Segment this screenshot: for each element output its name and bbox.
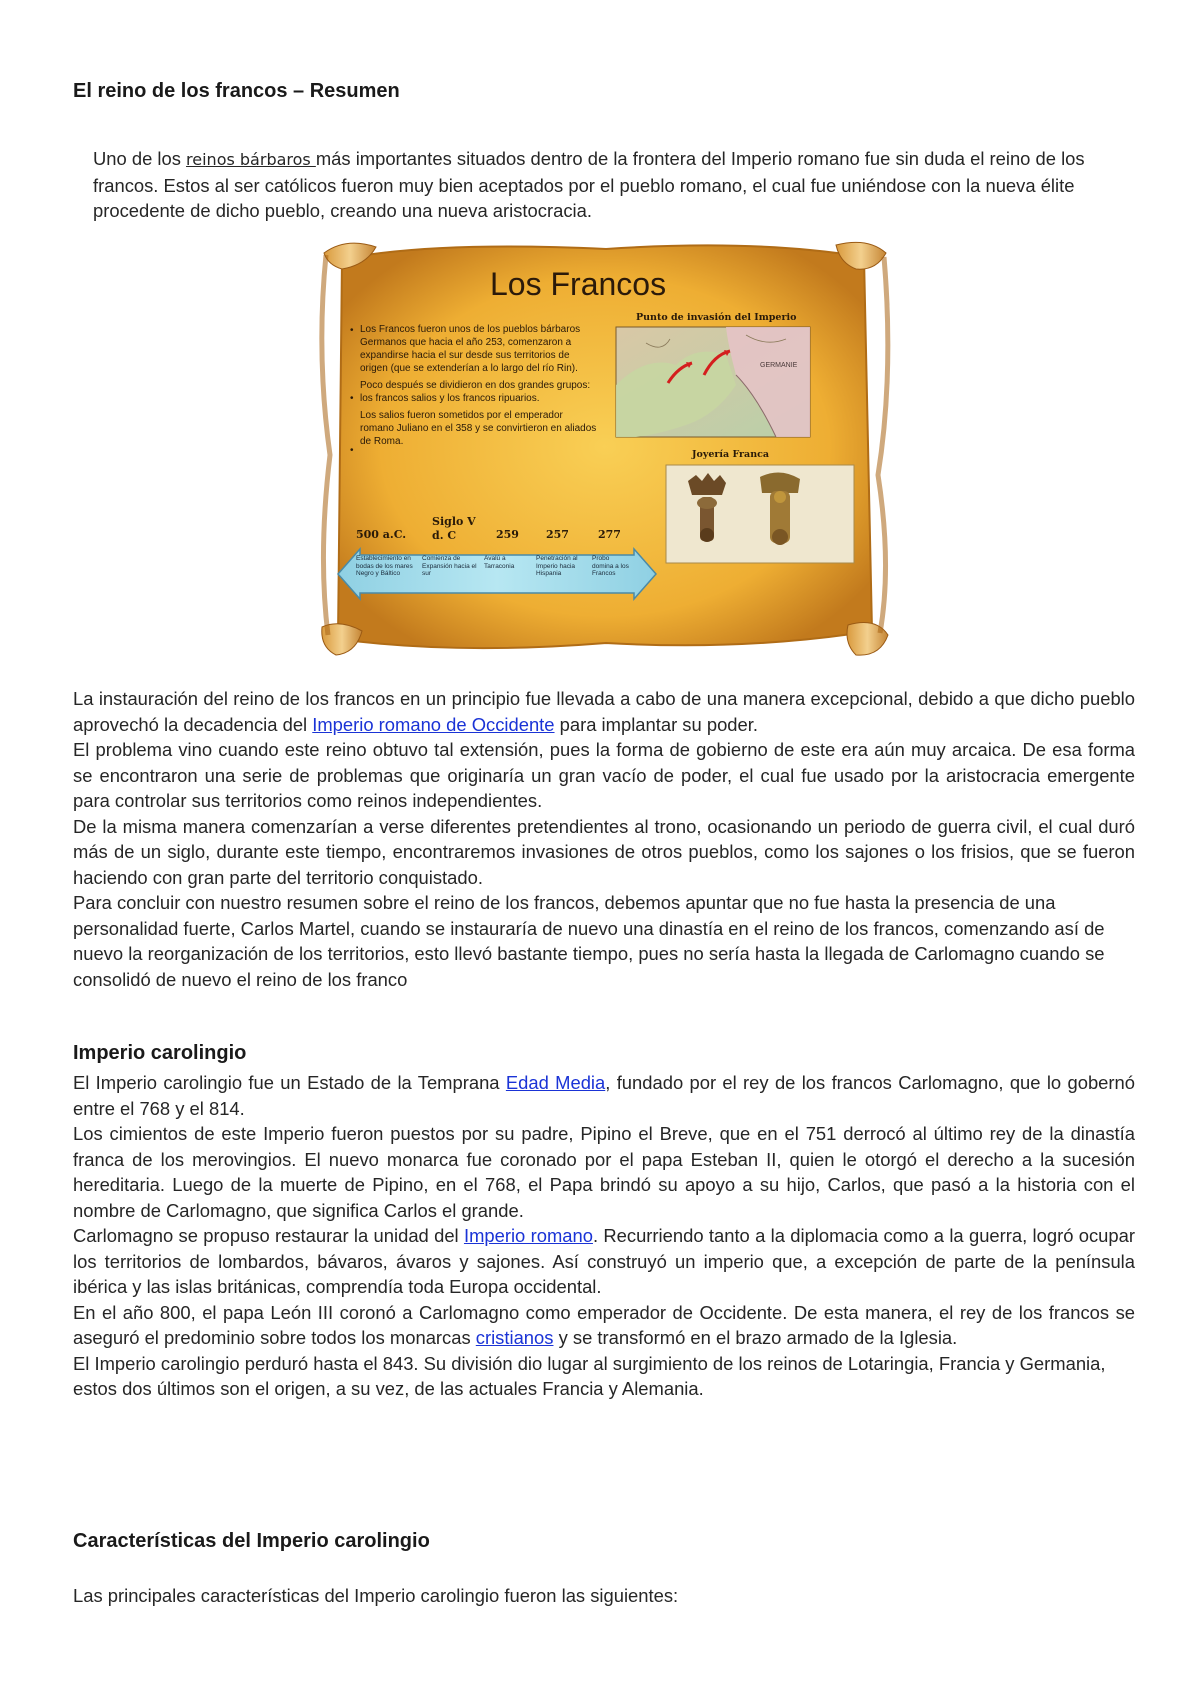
jewel-caption: Joyería Franca xyxy=(692,449,770,460)
figure-bullet-1: Los Francos fueron unos de los pueblos bárbaros Germanos que hacia el año 253, comenzaron a expandirse hacia el sur desde sus territorios de origen (que se extenderían a lo largo del río Rin). xyxy=(360,324,581,374)
map-label: GERMANIE xyxy=(760,362,798,369)
timeline-text-2: Comienza de Expansión hacia el sur xyxy=(422,555,477,577)
carolingio-p4-end: y se transformó en el brazo armado de la Iglesia. xyxy=(553,1327,958,1348)
figure-title: Los Francos xyxy=(490,266,667,302)
carolingio-p1-end: , fundado por el rey de los francos Carlomagno, que lo gobernó entre el 768 y el 814. xyxy=(73,1072,1135,1119)
francos-paragraph-2: El problema vino cuando este reino obtuvo tal extensión, pues la forma de gobierno de este era aún muy arcaica. De esa forma se encontraron una serie de problemas que originaría un gran vacío de poder, el cual fue usado por la aristocracia emergente para controlar sus territorios como reinos independientes. xyxy=(73,739,1135,811)
map-caption: Punto de invasión del Imperio xyxy=(636,312,797,323)
timeline-date-4: 257 xyxy=(546,528,569,541)
figure-bullet-2: Poco después se dividieron en dos grandes grupos: los francos salios y los francos ripuarios. xyxy=(360,380,591,404)
francos-paragraph-1 xyxy=(73,686,1135,737)
intro-paragraph xyxy=(93,146,1133,224)
caracteristicas-intro: Las principales características del Imperio carolingio fueron las siguientes: xyxy=(73,1585,679,1606)
imperio-carolingio-heading: Imperio carolingio xyxy=(73,1042,247,1064)
svg-text:•: • xyxy=(350,325,354,336)
svg-text:•: • xyxy=(350,445,354,456)
reinos-barbaros-link[interactable]: reinos bárbaros xyxy=(186,150,316,169)
timeline-date-2-line2: d. C xyxy=(432,529,457,542)
figure-bullet-3: Los salios fueron sometidos por el emperador romano Juliano en el 358 y se convirtieron en aliados de Roma. xyxy=(360,410,597,447)
francos-paragraph-4: Para concluir con nuestro resumen sobre el reino de los francos, debemos apuntar que no fue hasta la presencia de una personalidad fuerte, Carlos Martel, cuando se instauraría de nuevo una dinastía en el reino de los francos, comenzando así de nuevo la reorganización de los territorios, esto llevó bastante tiempo, pues no sería hasta la llegada de Carlomagno cuando se consolidó de nuevo el reino de los franco xyxy=(73,892,1105,990)
timeline-date-1: 500 a.C. xyxy=(356,528,407,541)
timeline-text-5: Probo domina a los Francos xyxy=(592,555,629,577)
carolingio-p4-text: En el año 800, el papa León III coronó a Carlomagno como emperador de Occidente. De esta manera, el rey de los francos se aseguró el predominio sobre todos los monarcas xyxy=(73,1301,1135,1348)
caracteristicas-heading: Características del Imperio carolingio xyxy=(73,1530,430,1552)
carolingio-p3-end: . Recurriendo tanto a la diplomacia como a la guerra, logró ocupar los territorios de lombardos, bávaros, ávaros y sajones. Así construyó un imperio que, a excepción de parte de la península ibérica y las islas británicas, comprendía toda Europa occidental. xyxy=(73,1225,1135,1297)
page-title: El reino de los francos – Resumen xyxy=(73,80,400,102)
timeline-text-1: Establecimiento en bodas de los mares Negro y Báltico xyxy=(356,555,413,577)
intro-text-start: Uno de los xyxy=(93,148,187,169)
carolingio-paragraph-4 xyxy=(73,1300,1135,1351)
francos-p1-end: para implantar su poder. xyxy=(554,713,758,735)
edad-media-link[interactable]: Edad Media xyxy=(505,1072,606,1093)
carolingio-body xyxy=(73,1070,1135,1402)
carolingio-paragraph-3 xyxy=(73,1223,1135,1300)
carolingio-paragraph-1 xyxy=(73,1070,1135,1121)
imperio-romano-occidente-link[interactable]: Imperio romano de Occidente xyxy=(312,713,555,735)
carolingio-p3-text: Carlomagno se propuso restaurar la unidad del xyxy=(73,1225,464,1246)
carolingio-paragraph-2: Los cimientos de este Imperio fueron puestos por su padre, Pipino el Breve, que en el 751 derrocó al último rey de la dinastía franca de los merovingios. El nuevo monarca fue coronado por el papa Esteban II, quien le otorgó el derecho a la sucesión hereditaria. Luego de la muerte de Pipino, en el 768, el Papa brindó su apoyo a su hijo, Carlos, que pasó a la historia con el nombre de Carlomagno, que significa Carlos el grande. xyxy=(73,1123,1135,1221)
timeline-date-5: 277 xyxy=(598,528,621,541)
imperio-romano-link[interactable]: Imperio romano xyxy=(463,1225,593,1246)
francos-body xyxy=(73,686,1135,992)
intro-text-end: más importantes situados dentro de la frontera del Imperio romano fue sin duda el reino de los francos. Estos al ser católicos fueron muy bien aceptados por el pueblo romano, el cual fue uniéndose con la nueva élite procedente de dicho pueblo, creando una nueva aristocracia. xyxy=(93,148,1085,221)
francos-paragraph-3: De la misma manera comenzarían a verse diferentes pretendientes al trono, ocasionando un periodo de guerra civil, el cual duró más de un siglo, durante este tiempo, encontraremos invasiones de otros pueblos, como los sajones o los frisios, que se fueron haciendo con gran parte del territorio conquistado. xyxy=(73,815,1135,888)
timeline-text-3: Avalú a Tarraconia xyxy=(484,555,515,570)
carolingio-paragraph-5: El Imperio carolingio perduró hasta el 843. Su división dio lugar al surgimiento de los reinos de Lotaringia, Francia y Germania, estos dos últimos son el origen, a su vez, de las actuales Francia y Alemania. xyxy=(73,1352,1106,1399)
timeline-text-4: Penetración al Imperio hacia Hispania xyxy=(536,555,578,577)
carolingio-p1-text: El Imperio carolingio fue un Estado de la Temprana xyxy=(73,1072,506,1093)
timeline-date-3: 259 xyxy=(496,528,519,541)
timeline-date-2-line1: Siglo V xyxy=(432,515,476,528)
cristianos-link[interactable]: cristianos xyxy=(475,1327,554,1348)
francos-p1-text: La instauración del reino de los francos en un principio fue llevada a cabo de una manera excepcional, debido a que dicho pueblo aprovechó la decadencia del xyxy=(73,688,1135,735)
los-francos-illustration xyxy=(316,235,894,663)
svg-text:•: • xyxy=(350,393,354,404)
